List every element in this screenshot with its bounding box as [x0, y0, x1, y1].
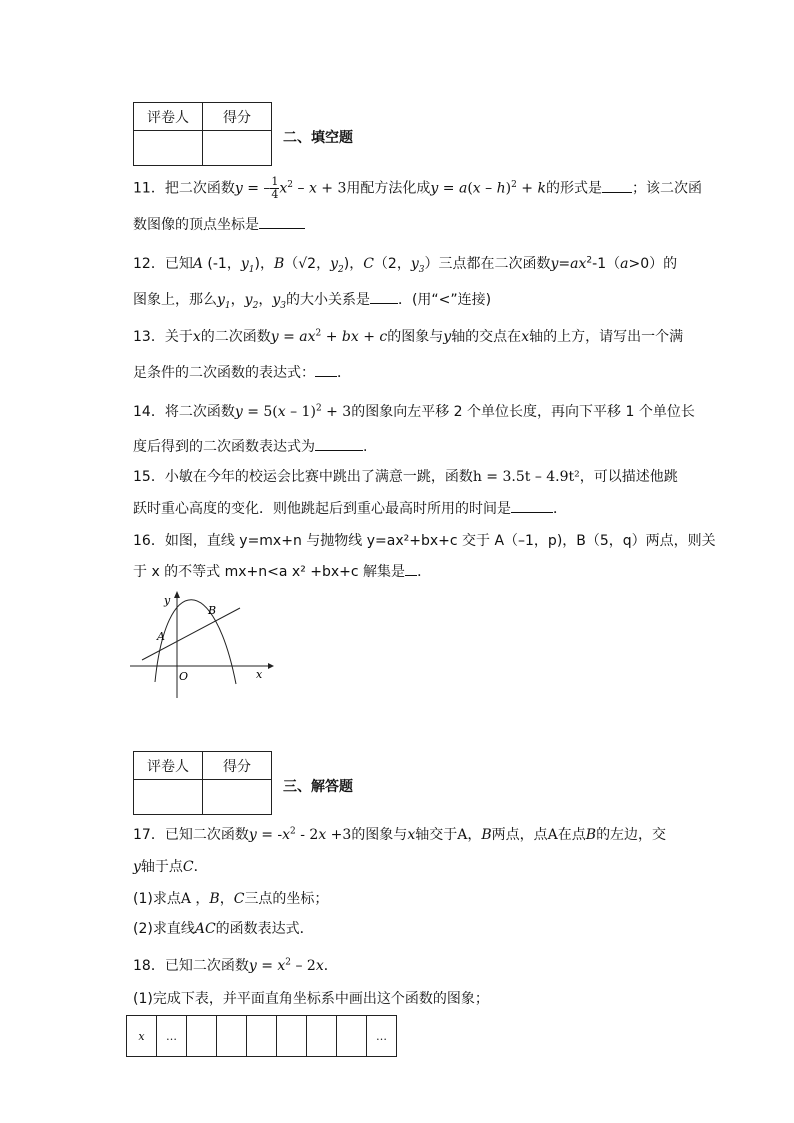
q11-blank-1[interactable]: [602, 180, 632, 193]
q11-text-5: 数图像的顶点坐标是: [133, 217, 259, 233]
q17-text-1: 已知二次函数: [164, 827, 249, 843]
q18-value-table: [126, 1015, 397, 1057]
question-14: 14．将二次函数y = 5(x – 1)$^2$ + 3的图象向左平移 2 个单位长度，再向下平移 1 个单位长: [133, 403, 695, 420]
q15-text-2: ，可以描述他跳: [579, 469, 678, 485]
table-cell-empty[interactable]: [307, 1016, 337, 1057]
reviewer-label: 评卷人: [134, 103, 203, 131]
table-cell-empty[interactable]: [187, 1016, 217, 1057]
q16-text-3: ．: [417, 564, 432, 580]
table-cell-ellipsis-left: …: [157, 1016, 187, 1057]
figure-y-label: y: [164, 594, 171, 607]
q13-number: 13．: [133, 329, 165, 345]
q17-part-2-text: (2)求直线: [133, 921, 195, 937]
figure-point-a-label: A: [157, 630, 165, 643]
q17-text-2: 的图象与: [351, 827, 408, 843]
q13-text-2: 的二次函数: [200, 329, 271, 345]
q17-text-3: 轴交于: [415, 827, 458, 843]
q17-text-8: ．: [193, 859, 208, 875]
table-cell-empty[interactable]: [337, 1016, 367, 1057]
reviewer-label-2: 评卷人: [134, 752, 203, 780]
q15-text-1: 小敏在今年的校运会比赛中跳出了满意一跳，函数: [164, 469, 473, 485]
q15-formula: h = 3.5t – 4.9t²: [472, 469, 580, 485]
q12-number: 12．: [133, 256, 165, 272]
q13-text-3: 的图象与: [387, 329, 444, 345]
q17-text-7: 轴于点: [140, 859, 183, 875]
q15-text-4: ．: [553, 501, 567, 517]
q16-blank[interactable]: [405, 563, 417, 576]
q12-text-2: 三点都在二次函数: [438, 256, 551, 272]
score-label: 得分: [203, 103, 272, 131]
question-17-part-2: (2)求直线AC的函数表达式．: [133, 921, 314, 937]
q18-text-1: 已知二次函数: [164, 958, 249, 974]
q13-text-4: 轴的交点在: [451, 329, 522, 345]
q17-text-5: 在点: [557, 827, 586, 843]
table-cell-empty[interactable]: [277, 1016, 307, 1057]
q17-text-6: 的左边，交: [596, 827, 667, 843]
table-cell-x: x: [127, 1016, 157, 1057]
question-18: 18．已知二次函数$y = x^2 - 2x$．: [133, 957, 338, 974]
q16-text-2: 于 x 的不等式 mx+n<a x² +bx+c 解集是: [133, 564, 406, 580]
q13-text-6: 足条件的二次函数的表达式：: [133, 365, 315, 381]
q11-function: y: [234, 180, 243, 197]
section-title-answer: 三、解答题: [283, 779, 353, 795]
question-12-cont: 图象上，那么$y_1$，$y_2$，$y_3$的大小关系是 ．(用“<”连接): [133, 292, 492, 311]
q14-text-3: 度后得到的二次函数表达式为: [133, 439, 315, 455]
question-11: 11．把二次函数y = – $\frac{1}{4}$ $x^2 - x + 3$用配方法化成y = a(x – h)$^2$ + k的形式是 ；该二次函: [133, 175, 702, 201]
figure-point-b-label: B: [208, 604, 217, 617]
q11-text-4: ；该二次函: [631, 180, 702, 197]
table-cell-ellipsis-right: …: [367, 1016, 397, 1057]
q14-text-2: 的图象向左平移 2 个单位长度，再向下平移 1 个单位长: [351, 404, 695, 420]
q11-blank-2[interactable]: [259, 216, 305, 229]
question-12: 12．已知A (-1，$y_1$)，B（√2，$y_2$)，C（2，$y_3$）三点都在二次函数$y=ax^2-1(a>0)$的: [133, 255, 678, 275]
q17-part-1-text-b: 三点的坐标；: [244, 891, 329, 907]
q15-blank[interactable]: [511, 500, 553, 513]
figure-origin-label: O: [179, 670, 189, 683]
q11-fraction: $\frac{1}{4}$: [271, 175, 279, 201]
q17-number: 17．: [133, 827, 165, 843]
question-14-cont: [133, 436, 367, 456]
q11-text-2: 用配方法化成: [346, 180, 431, 197]
grade-box-1: [133, 102, 272, 166]
reviewer-cell-2: [134, 780, 203, 815]
q13-text-1: 关于: [164, 329, 193, 345]
question-17-cont: y轴于点C．: [133, 859, 208, 875]
table-cell-empty[interactable]: [247, 1016, 277, 1057]
question-16-cont: [133, 561, 431, 581]
parabola: [155, 600, 236, 684]
x-axis-arrow: [268, 663, 274, 669]
reviewer-cell: [134, 131, 203, 166]
q12-text-4: 图象上，那么: [133, 292, 217, 308]
q11-text-3: 的形式是: [545, 180, 602, 197]
question-18-part-1: [133, 988, 489, 1008]
score-cell-2: [203, 780, 272, 815]
figure-x-label: x: [256, 668, 263, 681]
question-17: 17．已知二次函数$y = -x^2 - 2x +3$的图象与x轴交于A，B两点，点A在点B的左边，交: [133, 826, 667, 843]
q18-text-2: ．: [323, 958, 338, 974]
q16-text-1: 如图，直线 y=mx+n 与抛物线 y=ax²+bx+c 交于 A（–1，p)，B（5，q）两点，则关: [164, 533, 716, 549]
q17-text-4: 两点，点: [491, 827, 548, 843]
q14-number: 14．: [133, 404, 165, 420]
section-title-fill-blank: 二、填空题: [283, 130, 353, 146]
q12-text-6: ．(用“<”连接): [397, 292, 492, 308]
question-15-cont: [133, 498, 567, 518]
q15-text-3: 跃时重心高度的变化．则他跳起后到重心最高时所用的时间是: [133, 501, 511, 517]
q16-figure: [130, 590, 275, 700]
table-cell-empty[interactable]: [217, 1016, 247, 1057]
q12-text-1: 已知: [164, 256, 193, 272]
q13-text-7: ．: [337, 365, 351, 381]
score-label-2: 得分: [203, 752, 272, 780]
q17-part-1-text: (1)求点: [133, 891, 181, 907]
question-13-cont: [133, 362, 351, 382]
question-11-cont: [133, 214, 305, 234]
q18-part-1-text: (1)完成下表，并平面直角坐标系中画出这个函数的图象；: [133, 991, 489, 1007]
q15-number: 15．: [133, 469, 165, 485]
q12-text-5: 的大小关系是: [285, 292, 370, 308]
q18-number: 18．: [133, 958, 165, 974]
q12-blank[interactable]: [370, 291, 398, 304]
q17-part-2-text-b: 的函数表达式．: [215, 921, 314, 937]
q13-text-5: 轴的上方，请写出一个满: [529, 329, 684, 345]
q14-text-4: .: [363, 439, 368, 455]
q13-blank[interactable]: [315, 364, 337, 377]
question-15: [133, 466, 678, 486]
q11-text-1: 把二次函数: [164, 180, 235, 197]
question-13: 13．关于x的二次函数$y = ax^2$ + bx + c的图象与y轴的交点在x轴的上方，请写出一个满: [133, 328, 684, 345]
q14-blank[interactable]: [315, 438, 363, 451]
y-axis-arrow: [174, 591, 180, 598]
q16-number: 16．: [133, 533, 165, 549]
grade-box-2: [133, 751, 272, 815]
q11-number: 11．: [133, 180, 165, 197]
question-16: [133, 530, 716, 550]
q14-text-1: 将二次函数: [164, 404, 235, 420]
q12-text-3: 的: [663, 256, 678, 272]
question-17-part-1: (1)求点A ，B，C三点的坐标；: [133, 891, 329, 907]
score-cell: [203, 131, 272, 166]
